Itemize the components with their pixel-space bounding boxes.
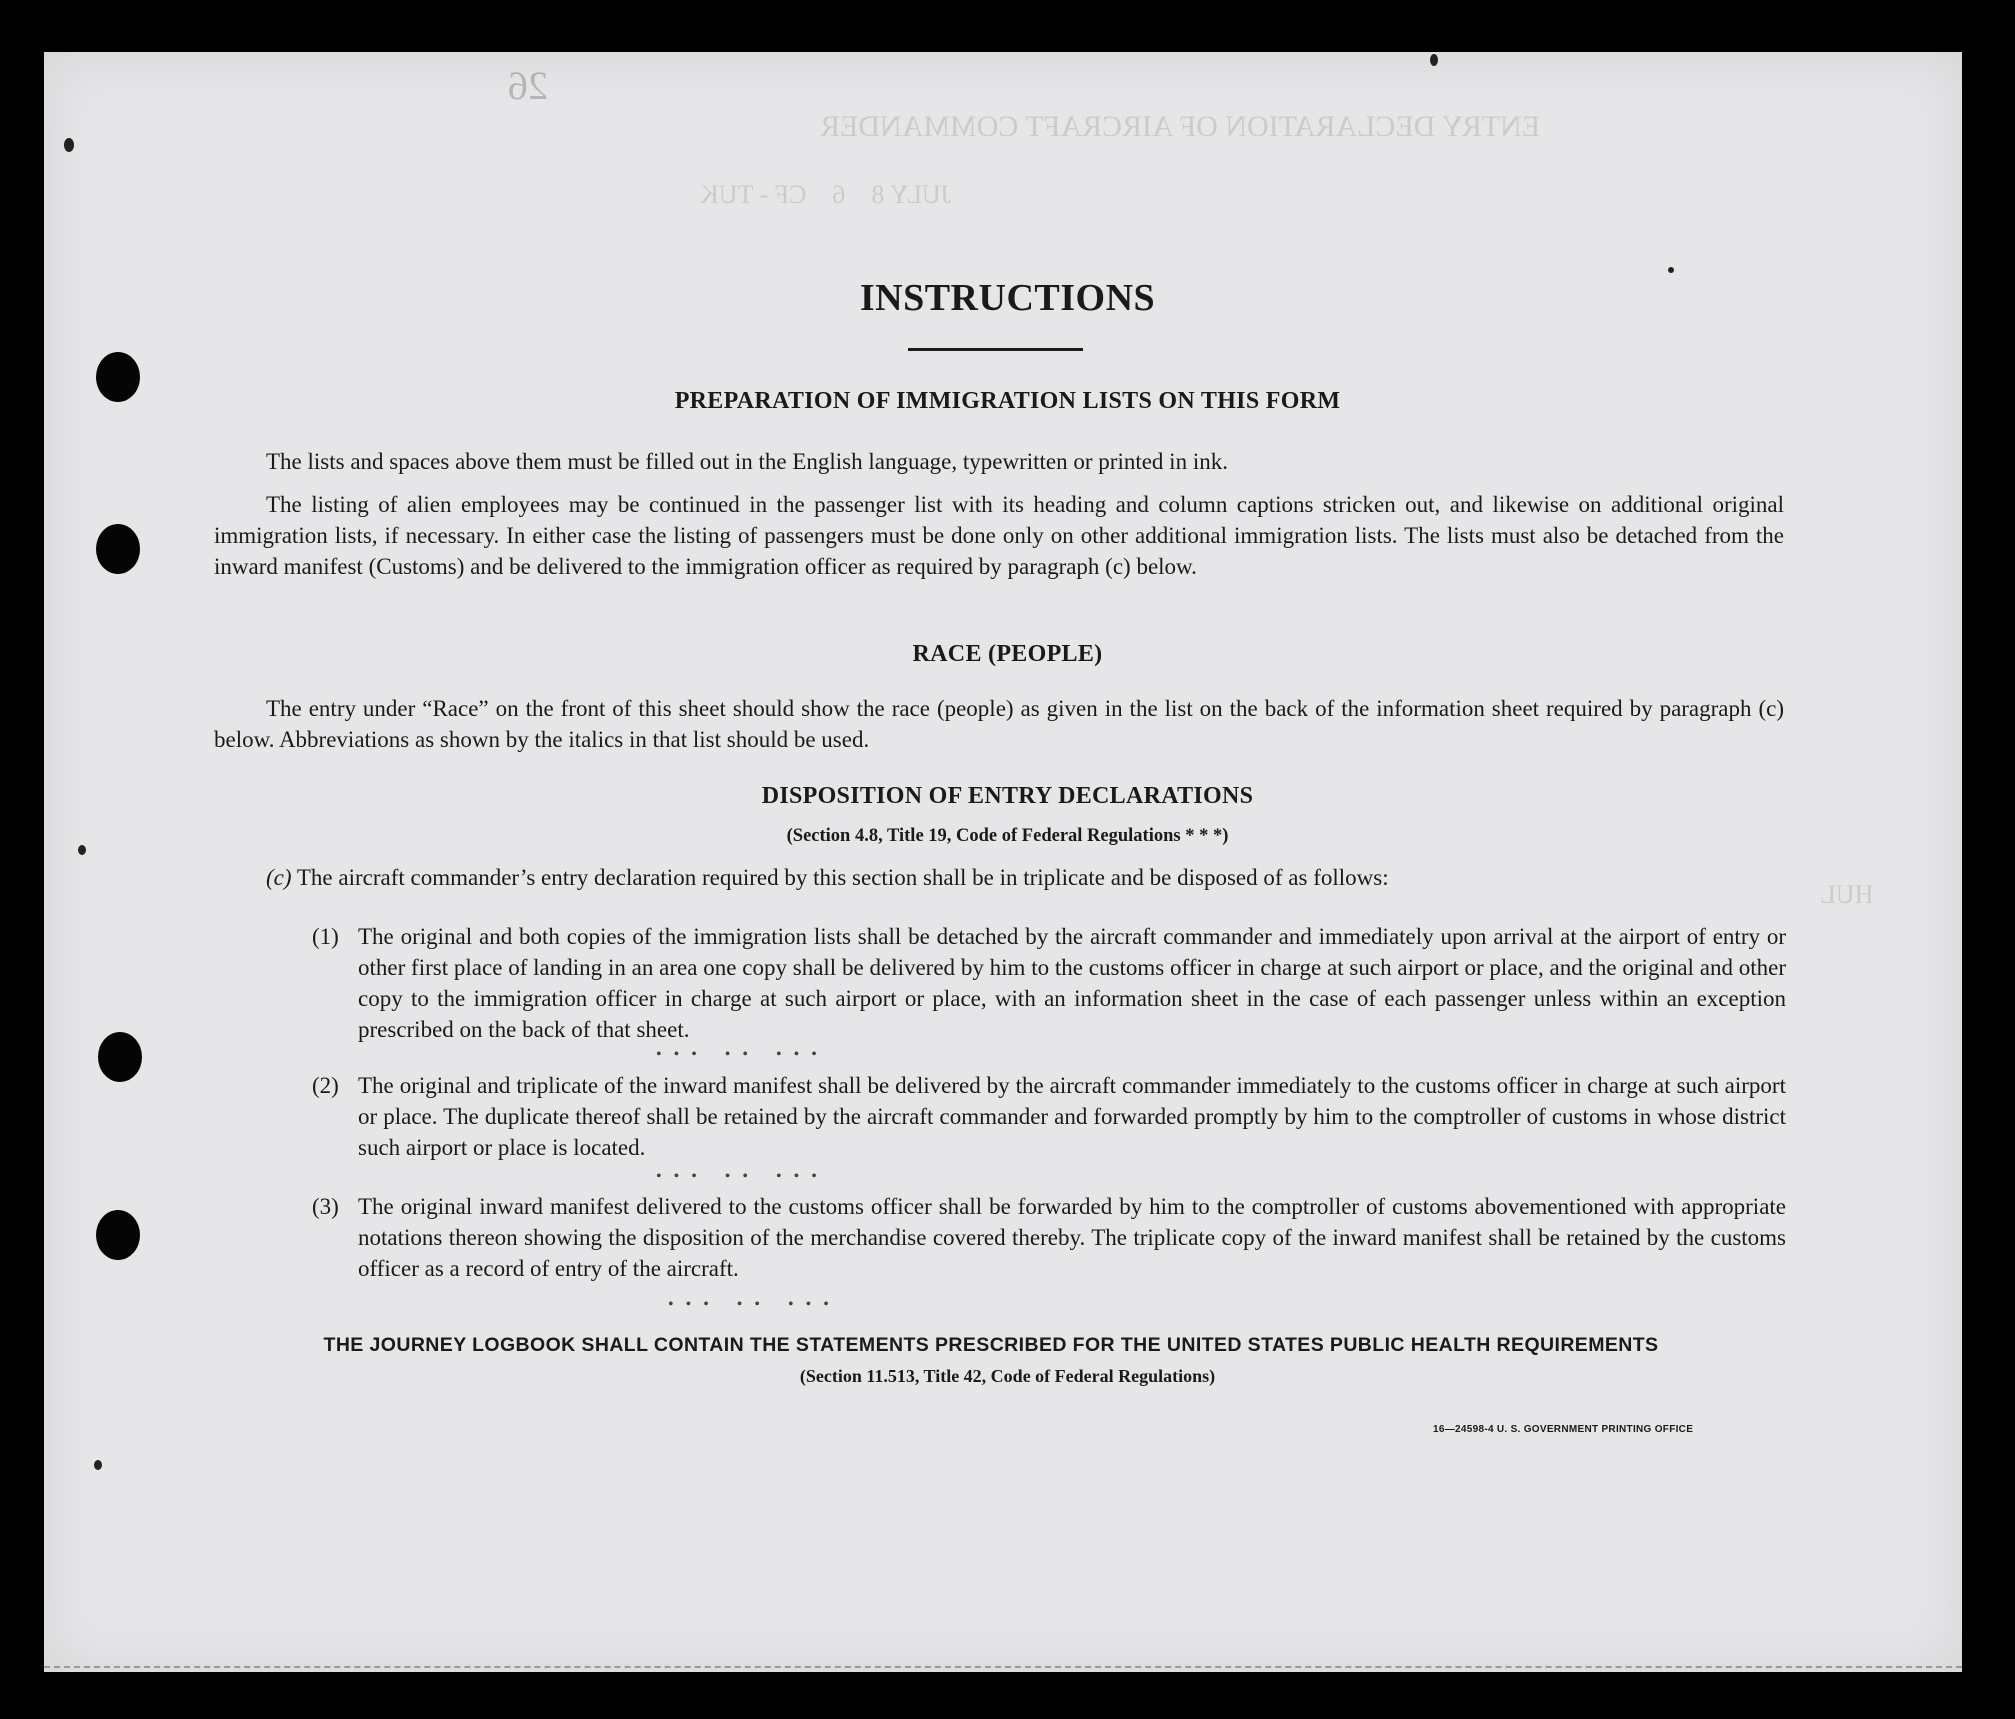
page-title: INSTRUCTIONS [859, 277, 1156, 319]
footer-citation: (Section 11.513, Title 42, Code of Federal Regulations) [799, 1366, 1216, 1386]
bleed-through-line: JULY 8 6 CF - TUK [700, 180, 951, 209]
page-number: 26 [508, 63, 548, 108]
race-paragraph: The entry under “Race” on the front of this sheet should show the race (people) as given in the list on the back of the information sheet required by paragraph (c) below. Abbreviations as shown by the italics in that list should be used. [214, 696, 1784, 752]
item-number: (1) [312, 924, 339, 949]
dot-separator: ••• •• ••• [668, 1296, 841, 1313]
preparation-paragraph-1: The lists and spaces above them must be filled out in the English language, typewritten or printed in ink. [266, 449, 1228, 474]
item-text: The original and triplicate of the inward manifest shall be delivered by the aircraft commander immediately to the customs officer in charge at such airport or place. The duplicate thereof shall be retained by the aircraft commander and forwarded promptly by him to the comptroller of customs in whose district such airport or place is located. [358, 1073, 1786, 1160]
dot-separator: ••• •• ••• [656, 1168, 829, 1185]
disposition-item-3 [312, 1191, 1786, 1284]
item-number: (2) [312, 1073, 339, 1098]
bleed-through-column: HUL [1820, 880, 1874, 909]
disposition-item-1 [312, 921, 1786, 1045]
section-heading-disposition: DISPOSITION OF ENTRY DECLARATIONS [761, 783, 1254, 809]
item-number: (3) [312, 1194, 339, 1219]
dot-separator: ••• •• ••• [656, 1046, 829, 1063]
item-text: The original inward manifest delivered to the customs officer shall be forwarded by him to the comptroller of customs abovementioned with appropriate notations thereon showing the disposition of the merchandise covered thereby. The triplicate copy of the inward manifest shall be retained by the customs officer as a record of entry of the aircraft. [358, 1194, 1786, 1281]
disposition-intro [266, 862, 1786, 893]
disposition-item-2 [312, 1070, 1786, 1163]
item-text: The original and both copies of the immigration lists shall be detached by the aircraft commander and immediately upon arrival at the airport of entry or other first place of landing in an area one copy shall be delivered by him to the customs officer in charge at such airport or place, and the original and other copy to the immigration officer in charge at such airport or place, with an information sheet in the case of each passenger unless within an exception prescribed on the back of that sheet. [358, 924, 1786, 1042]
footer-statement: THE JOURNEY LOGBOOK SHALL CONTAIN THE STATEMENTS PRESCRIBED FOR THE UNITED STATES PUBLIC HEALTH REQUIREMENTS [323, 1334, 1659, 1356]
section-heading-race: RACE (PEOPLE) [912, 641, 1103, 667]
disposition-citation: (Section 4.8, Title 19, Code of Federal Regulations * * *) [786, 826, 1229, 846]
section-heading-preparation: PREPARATION OF IMMIGRATION LISTS ON THIS FORM [674, 388, 1341, 414]
intro-text: The aircraft commander’s entry declaration required by this section shall be in triplicate and be disposed of as follows: [296, 865, 1389, 890]
preparation-paragraph-2: The listing of alien employees may be continued in the passenger list with its heading and column captions stricken out, and likewise on additional original immigration lists, if necessary. In either case the listing of passengers must be done only on other additional immigration lists. The lists must also be detached from the inward manifest (Customs) and be delivered to the immigration officer as required by paragraph (c) below. [214, 492, 1784, 579]
bleed-through-header: ENTRY DECLARATION OF AIRCRAFT COMMANDER [820, 110, 1541, 143]
intro-label: (c) [266, 865, 292, 890]
title-underline [908, 348, 1083, 351]
printing-office-imprint: 16—24598-4 U. S. GOVERNMENT PRINTING OFFICE [1433, 1424, 1694, 1435]
